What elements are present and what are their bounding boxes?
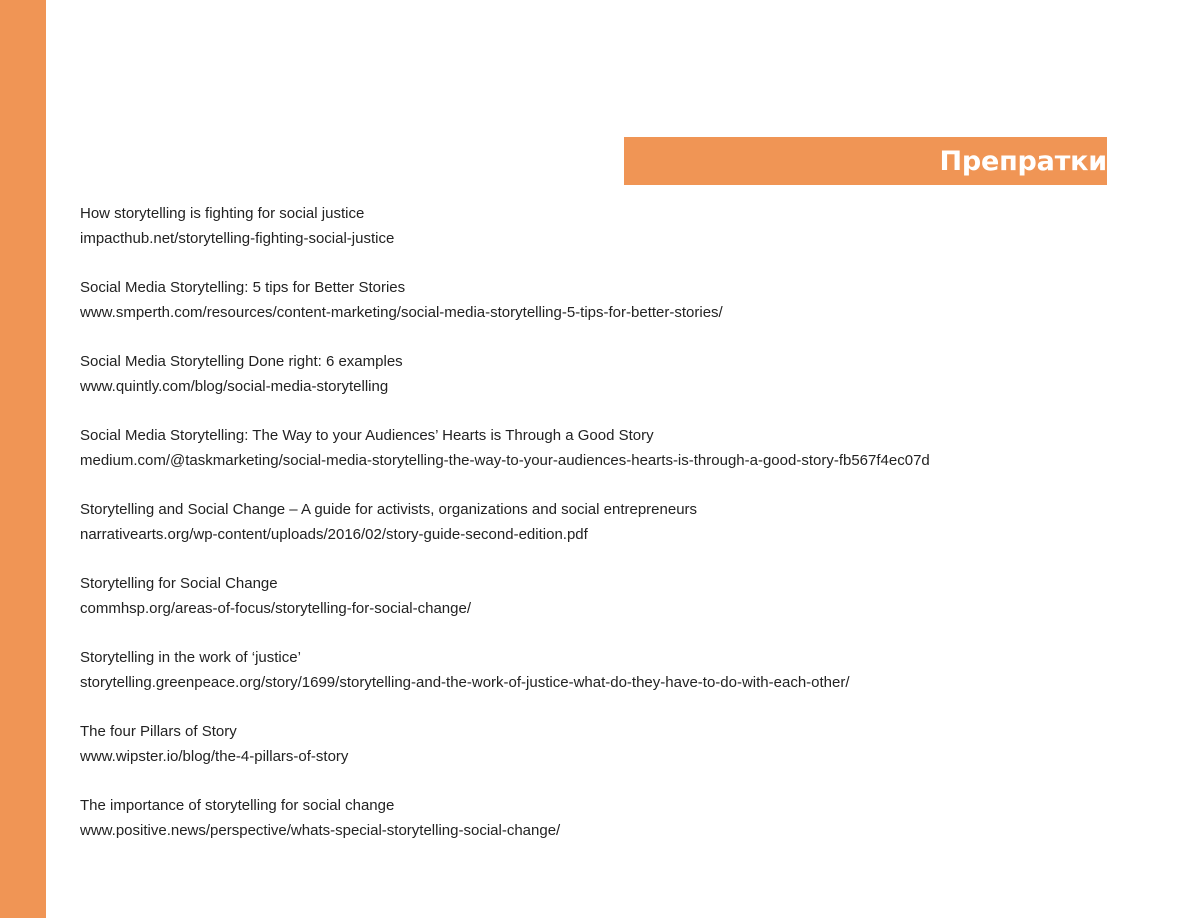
accent-side-bar <box>0 0 46 918</box>
reference-title: The importance of storytelling for social change <box>80 797 395 814</box>
reference-title: Storytelling and Social Change – A guide for activists, organizations and social entrepreneurs <box>80 501 698 518</box>
reference-url[interactable]: narrativearts.org/wp-content/uploads/2016/02/story-guide-second-edition.pdf <box>80 525 588 543</box>
reference-title: Social Media Storytelling Done right: 6 examples <box>80 353 403 370</box>
reference-item <box>80 350 1140 424</box>
reference-url[interactable]: storytelling.greenpeace.org/story/1699/storytelling-and-the-work-of-justice-what-do-they-have-to-do-with-each-other/ <box>80 673 850 691</box>
reference-item <box>80 202 1140 276</box>
reference-title: How storytelling is fighting for social justice <box>80 205 365 222</box>
reference-url[interactable]: commhsp.org/areas-of-focus/storytelling-for-social-change/ <box>80 599 471 617</box>
reference-url[interactable]: www.quintly.com/blog/social-media-storytelling <box>80 377 389 395</box>
reference-url[interactable]: www.smperth.com/resources/content-marketing/social-media-storytelling-5-tips-for-better-stories/ <box>80 303 723 321</box>
reference-title: Social Media Storytelling: The Way to your Audiences’ Hearts is Through a Good Story <box>80 427 654 444</box>
reference-title: The four Pillars of Story <box>80 723 237 740</box>
title-banner <box>624 137 1107 185</box>
reference-title: Social Media Storytelling: 5 tips for Better Stories <box>80 279 406 296</box>
reference-item <box>80 276 1140 350</box>
reference-item <box>80 720 1140 794</box>
reference-item <box>80 794 1140 868</box>
references-list <box>80 202 1140 868</box>
reference-title: Storytelling in the work of ‘justice’ <box>80 649 301 666</box>
reference-url[interactable]: www.positive.news/perspective/whats-special-storytelling-social-change/ <box>80 821 561 839</box>
reference-title: Storytelling for Social Change <box>80 575 278 592</box>
reference-item <box>80 498 1140 572</box>
reference-item <box>80 572 1140 646</box>
page-title: Препратки <box>939 145 1107 177</box>
reference-item <box>80 424 1140 498</box>
reference-url[interactable]: impacthub.net/storytelling-fighting-social-justice <box>80 229 395 247</box>
reference-url[interactable]: www.wipster.io/blog/the-4-pillars-of-story <box>80 747 349 765</box>
reference-url[interactable]: medium.com/@taskmarketing/social-media-storytelling-the-way-to-your-audiences-hearts-is-through-a-good-story-fb567f4ec07d <box>80 451 930 469</box>
reference-item <box>80 646 1140 720</box>
